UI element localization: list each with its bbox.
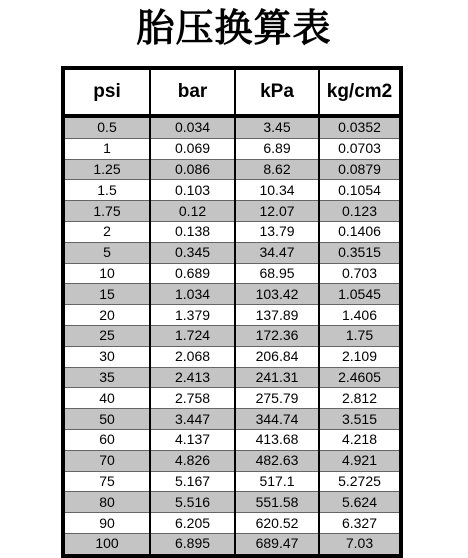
table-body (63, 116, 401, 556)
table-row (63, 180, 401, 201)
cell-bar: 0.103 (150, 180, 235, 201)
table-row (63, 138, 401, 159)
table-row (63, 367, 401, 388)
cell-kpa: 103.42 (235, 284, 319, 305)
cell-bar: 5.167 (150, 471, 235, 492)
cell-kpa: 13.79 (235, 221, 319, 242)
table-row (63, 533, 401, 555)
cell-kpa: 34.47 (235, 242, 319, 263)
table-row (63, 305, 401, 326)
table-row (63, 409, 401, 430)
cell-kgcm2: 4.921 (319, 450, 401, 471)
cell-kgcm2: 0.123 (319, 201, 401, 222)
cell-kpa: 344.74 (235, 409, 319, 430)
header-psi: psi (63, 68, 150, 116)
cell-psi: 0.5 (63, 116, 150, 138)
cell-psi: 35 (63, 367, 150, 388)
header-bar: bar (150, 68, 235, 116)
cell-bar: 6.205 (150, 513, 235, 534)
cell-kgcm2: 2.812 (319, 388, 401, 409)
table-row (63, 429, 401, 450)
cell-psi: 30 (63, 346, 150, 367)
cell-kgcm2: 7.03 (319, 533, 401, 555)
cell-kpa: 12.07 (235, 201, 319, 222)
cell-kgcm2: 0.0879 (319, 159, 401, 180)
cell-kgcm2: 2.109 (319, 346, 401, 367)
header-kpa: kPa (235, 68, 319, 116)
cell-kgcm2: 0.0352 (319, 116, 401, 138)
table-row (63, 242, 401, 263)
cell-bar: 4.137 (150, 429, 235, 450)
cell-kpa: 3.45 (235, 116, 319, 138)
pressure-conversion-table (61, 66, 403, 558)
cell-bar: 6.895 (150, 533, 235, 555)
cell-psi: 20 (63, 305, 150, 326)
cell-bar: 2.413 (150, 367, 235, 388)
cell-bar: 0.12 (150, 201, 235, 222)
cell-kpa: 8.62 (235, 159, 319, 180)
cell-kgcm2: 0.703 (319, 263, 401, 284)
cell-psi: 100 (63, 533, 150, 555)
table-row (63, 116, 401, 138)
cell-kpa: 6.89 (235, 138, 319, 159)
table-row (63, 201, 401, 222)
table-row (63, 388, 401, 409)
cell-psi: 15 (63, 284, 150, 305)
table-row (63, 513, 401, 534)
cell-bar: 1.724 (150, 325, 235, 346)
cell-kpa: 689.47 (235, 533, 319, 555)
header-kgcm2: kg/cm2 (319, 68, 401, 116)
cell-bar: 2.758 (150, 388, 235, 409)
cell-kpa: 620.52 (235, 513, 319, 534)
table-row (63, 284, 401, 305)
cell-psi: 80 (63, 492, 150, 513)
cell-psi: 75 (63, 471, 150, 492)
cell-bar: 1.379 (150, 305, 235, 326)
cell-psi: 1.5 (63, 180, 150, 201)
cell-kpa: 172.36 (235, 325, 319, 346)
cell-kpa: 137.89 (235, 305, 319, 326)
cell-bar: 2.068 (150, 346, 235, 367)
cell-bar: 0.034 (150, 116, 235, 138)
cell-psi: 5 (63, 242, 150, 263)
cell-kgcm2: 0.1054 (319, 180, 401, 201)
cell-kpa: 241.31 (235, 367, 319, 388)
table-row (63, 492, 401, 513)
cell-kgcm2: 0.1406 (319, 221, 401, 242)
cell-bar: 5.516 (150, 492, 235, 513)
table-row (63, 221, 401, 242)
table-row (63, 450, 401, 471)
cell-kpa: 551.58 (235, 492, 319, 513)
cell-psi: 50 (63, 409, 150, 430)
cell-psi: 10 (63, 263, 150, 284)
cell-kpa: 413.68 (235, 429, 319, 450)
cell-bar: 4.826 (150, 450, 235, 471)
cell-psi: 2 (63, 221, 150, 242)
cell-psi: 60 (63, 429, 150, 450)
table-row (63, 325, 401, 346)
cell-psi: 1 (63, 138, 150, 159)
table-header-row (63, 68, 401, 116)
cell-bar: 0.138 (150, 221, 235, 242)
cell-kgcm2: 3.515 (319, 409, 401, 430)
cell-kgcm2: 1.75 (319, 325, 401, 346)
cell-psi: 1.25 (63, 159, 150, 180)
cell-psi: 70 (63, 450, 150, 471)
cell-kpa: 10.34 (235, 180, 319, 201)
cell-kgcm2: 1.406 (319, 305, 401, 326)
table-row (63, 159, 401, 180)
cell-kgcm2: 2.4605 (319, 367, 401, 388)
cell-kgcm2: 0.3515 (319, 242, 401, 263)
cell-kgcm2: 1.0545 (319, 284, 401, 305)
cell-psi: 1.75 (63, 201, 150, 222)
cell-psi: 90 (63, 513, 150, 534)
cell-bar: 1.034 (150, 284, 235, 305)
cell-bar: 0.689 (150, 263, 235, 284)
cell-kgcm2: 5.624 (319, 492, 401, 513)
cell-psi: 40 (63, 388, 150, 409)
cell-kpa: 68.95 (235, 263, 319, 284)
cell-bar: 3.447 (150, 409, 235, 430)
cell-bar: 0.069 (150, 138, 235, 159)
cell-kgcm2: 4.218 (319, 429, 401, 450)
cell-kpa: 206.84 (235, 346, 319, 367)
table-row (63, 346, 401, 367)
cell-kgcm2: 0.0703 (319, 138, 401, 159)
cell-kgcm2: 6.327 (319, 513, 401, 534)
cell-kgcm2: 5.2725 (319, 471, 401, 492)
cell-kpa: 517.1 (235, 471, 319, 492)
cell-kpa: 275.79 (235, 388, 319, 409)
cell-bar: 0.086 (150, 159, 235, 180)
cell-kpa: 482.63 (235, 450, 319, 471)
table-row (63, 263, 401, 284)
cell-bar: 0.345 (150, 242, 235, 263)
cell-psi: 25 (63, 325, 150, 346)
page-title: 胎压换算表 (136, 6, 332, 50)
table-row (63, 471, 401, 492)
